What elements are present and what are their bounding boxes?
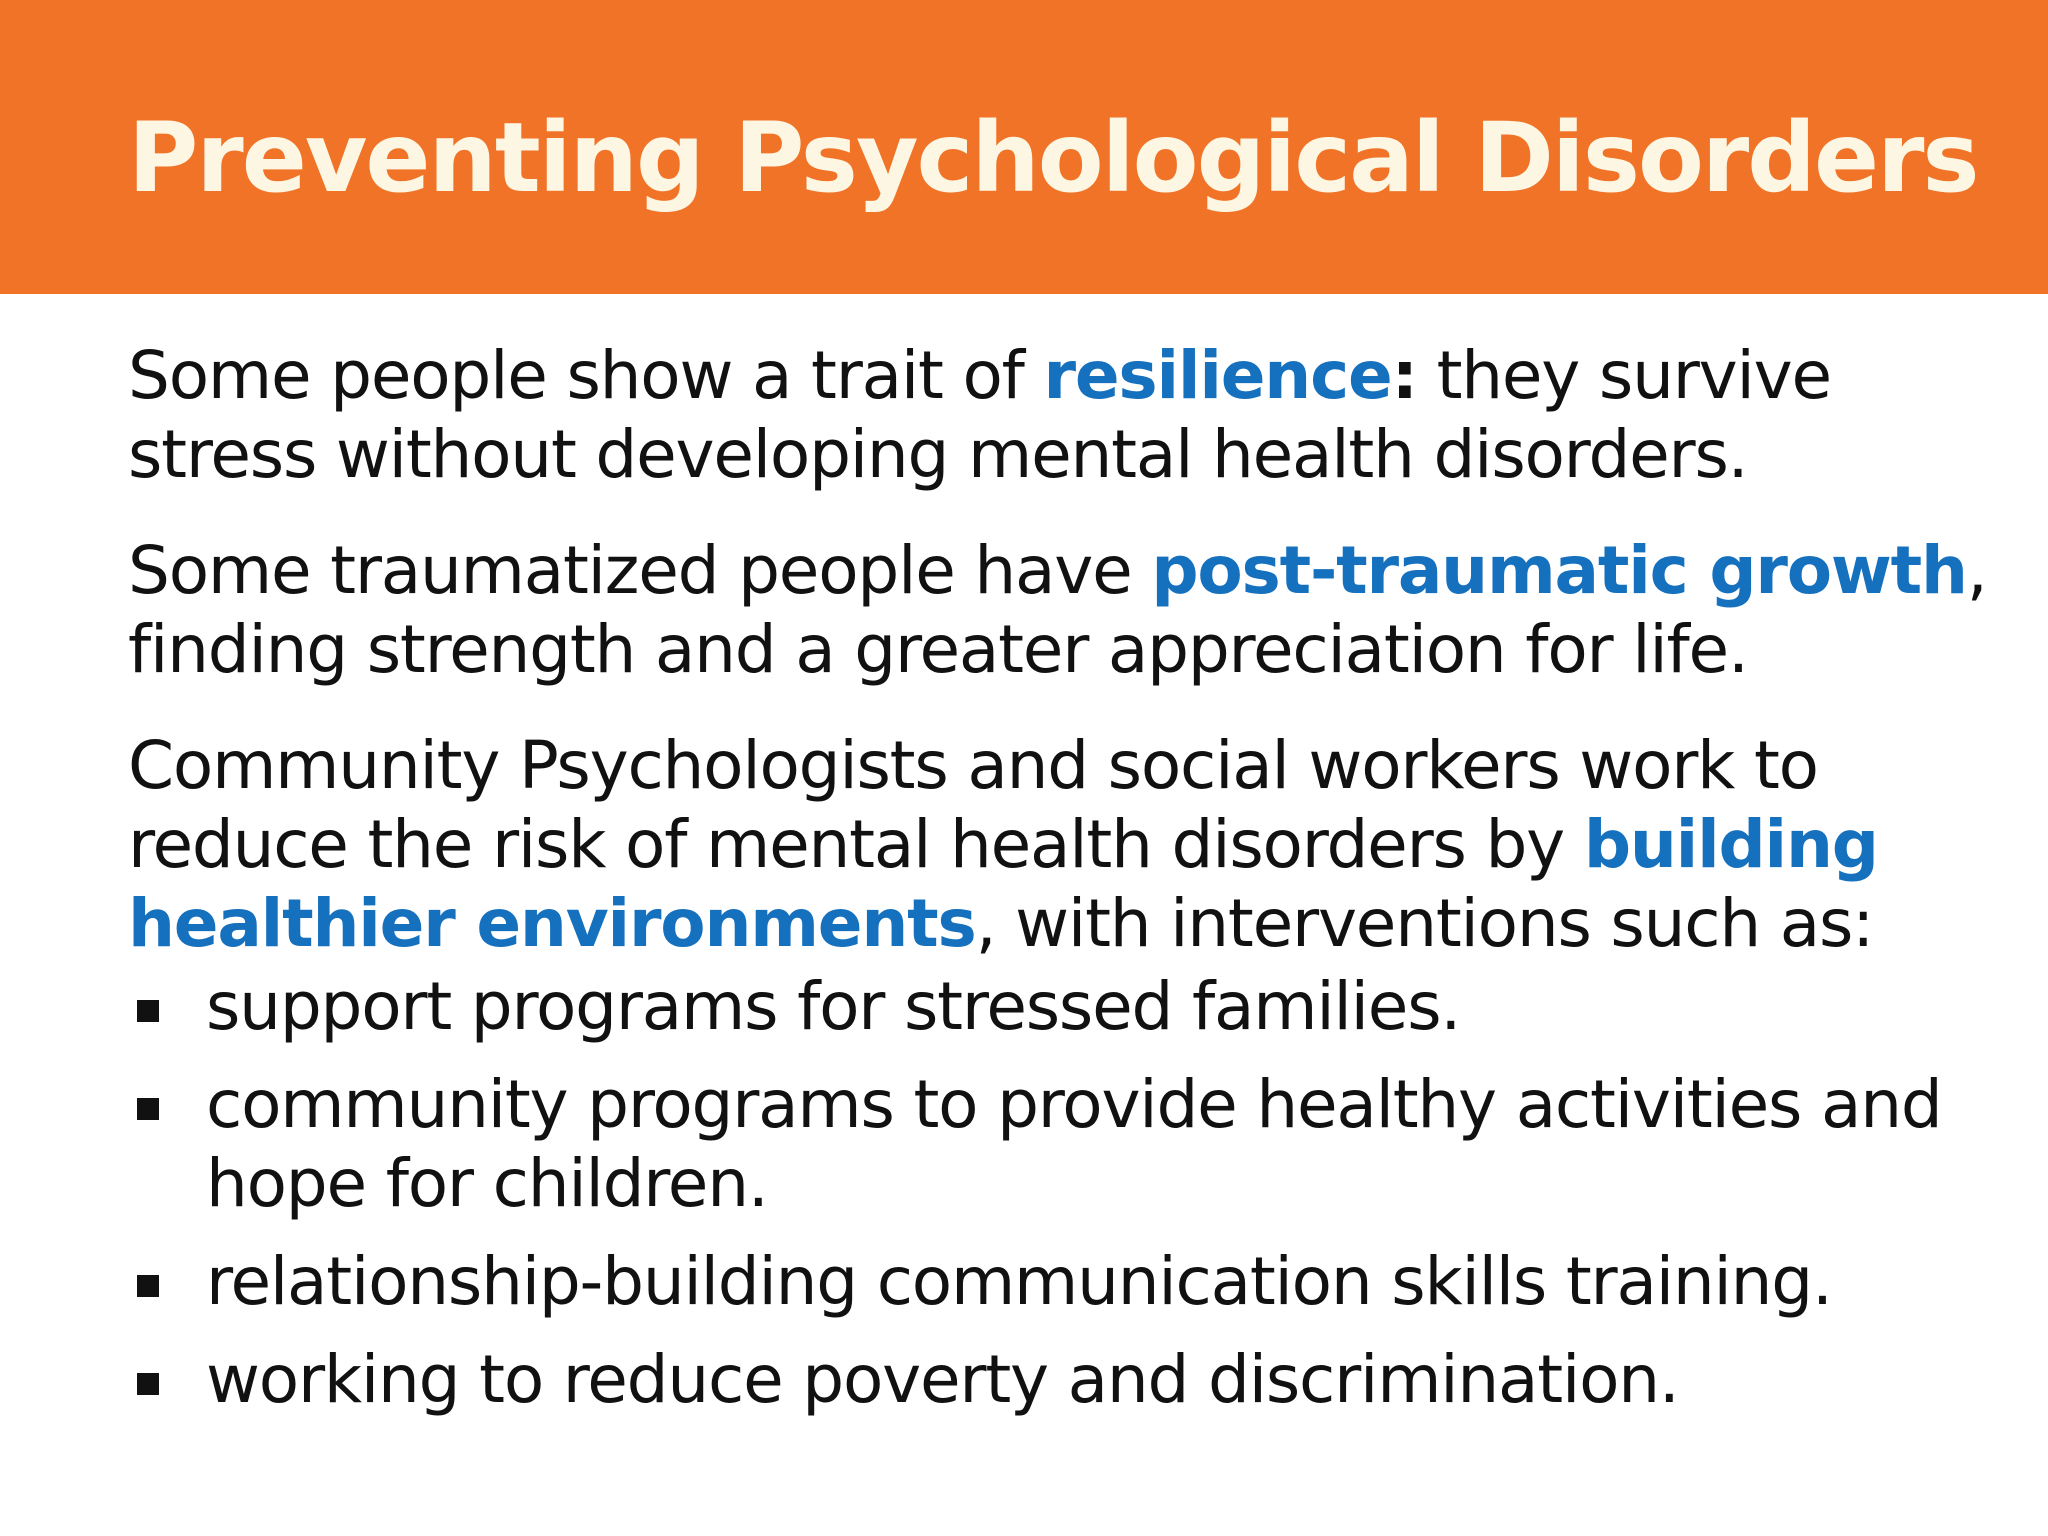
list-item — [128, 1065, 1988, 1223]
title-banner — [0, 0, 2048, 294]
list-item-text: support programs for stressed families. — [206, 968, 1461, 1045]
list-item — [128, 967, 1988, 1046]
paragraph-text: they survive stress without developing mental health disorders. — [128, 337, 1831, 493]
list-item — [128, 1340, 1988, 1419]
list-item — [128, 1242, 1988, 1321]
paragraph-resilience — [128, 336, 1988, 494]
square-bullet-icon — [137, 1373, 159, 1395]
paragraph-text: Some people show a trait of — [128, 337, 1044, 414]
colon-mark: : — [1391, 337, 1417, 414]
intervention-list — [128, 967, 1988, 1419]
highlight-term-resilience: resilience — [1043, 337, 1392, 414]
list-item-text: working to reduce poverty and discrimination. — [206, 1341, 1679, 1418]
paragraph-text: Some traumatized people have — [128, 532, 1152, 609]
paragraph-community-psychologists — [128, 726, 1988, 963]
slide-body — [128, 336, 1988, 1438]
paragraph-post-traumatic-growth — [128, 531, 1988, 689]
list-item-text: relationship-building communication skills training. — [206, 1243, 1832, 1320]
paragraph-text: , finding strength and a greater appreciation for life. — [128, 532, 1987, 688]
square-bullet-icon — [137, 1098, 159, 1120]
list-item-text: community programs to provide healthy activities and hope for children. — [206, 1066, 1942, 1222]
highlight-term-healthier-environments: building healthier environments — [128, 806, 1878, 962]
slide-title: Preventing Psychological Disorders — [128, 102, 1978, 214]
paragraph-text: , with interventions such as: — [975, 885, 1874, 962]
square-bullet-icon — [137, 1275, 159, 1297]
paragraph-text: Community Psychologists and social workers work to reduce the risk of mental health disorders by — [128, 727, 1818, 883]
highlight-term-post-traumatic-growth: post-traumatic growth — [1151, 532, 1967, 609]
square-bullet-icon — [137, 1000, 159, 1022]
